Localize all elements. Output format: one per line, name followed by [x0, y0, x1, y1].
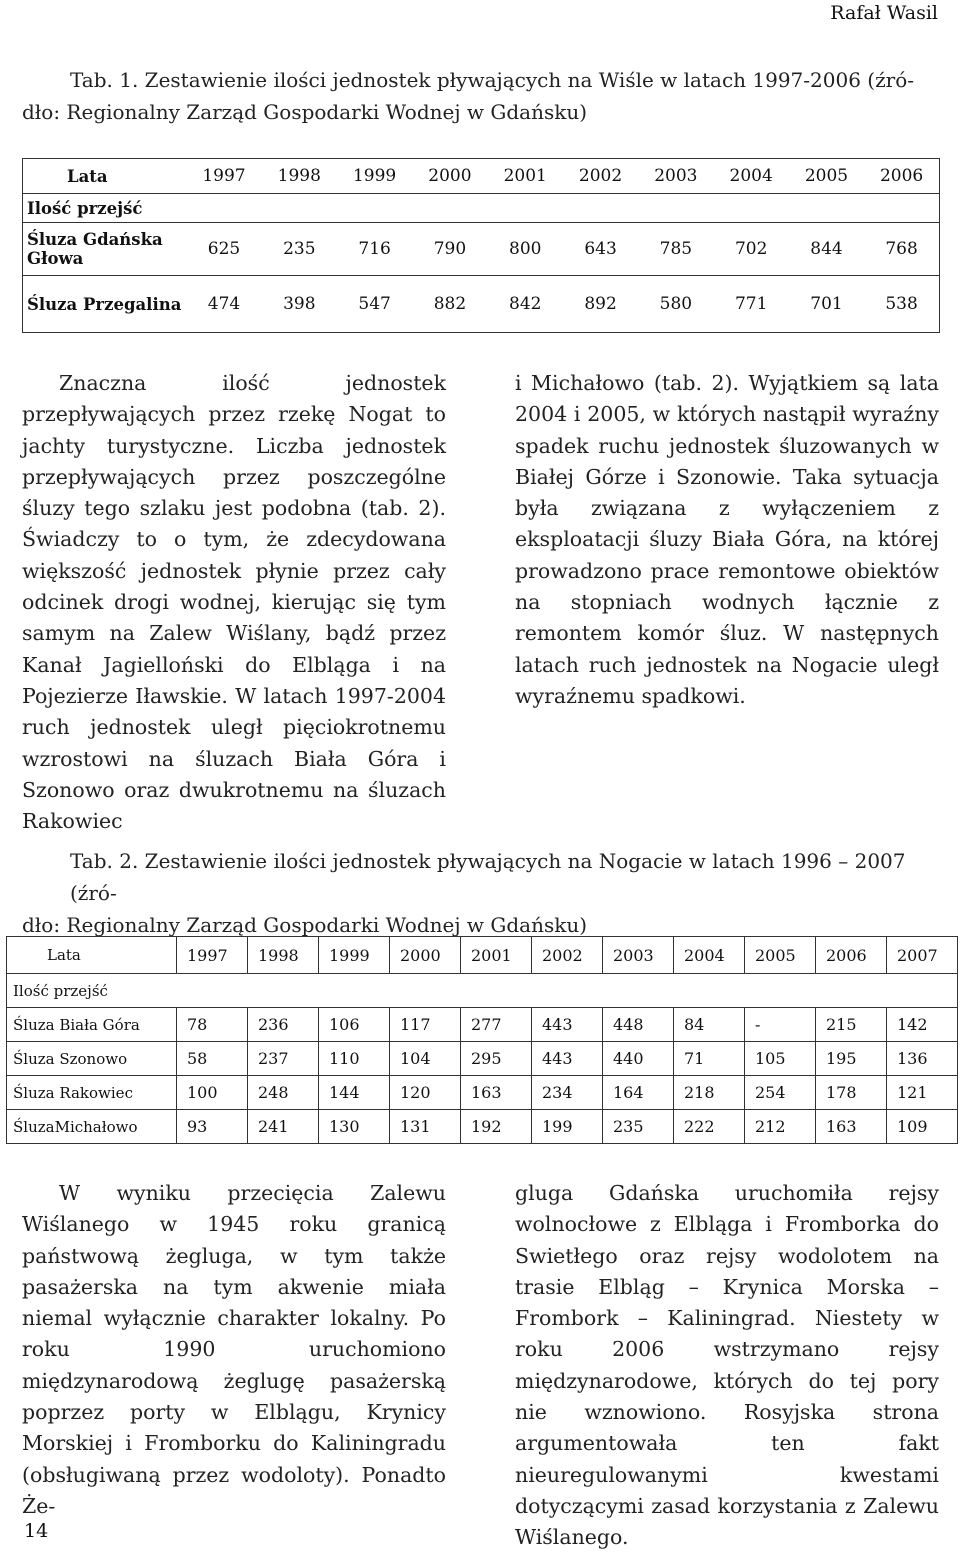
table2-cell: 195 — [816, 1042, 887, 1076]
table2-row-label: ŚluzaMichałowo — [7, 1110, 177, 1144]
paragraph: gluga Gdańska uruchomiła rejsy wolnocłowe z Elbląga i Fromborka do Swietłego oraz rejsy wodolotem na trasie Elbląg – Krynica Morska – Frombork – Kaliningrad. Niestety w roku 2006 wstrzymano rejsy międzynarodowe, których do tej pory nie wznowiono. Rosyjska strona argumentowała ten fakt nieuregulowanymi kwestami dotyczącymi zasad korzystania z Zalewu Wiślanego. — [515, 1181, 939, 1550]
table2-cell: 222 — [674, 1110, 745, 1144]
table2-caption-line2: dło: Regionalny Zarząd Gospodarki Wodnej w Gdańsku) — [22, 913, 588, 937]
table2-year: 2004 — [674, 937, 745, 974]
table1-year: 2006 — [864, 159, 939, 194]
table1-count-label: Ilość przejść — [23, 194, 940, 223]
table2-cell: 254 — [745, 1076, 816, 1110]
running-header-author: Rafał Wasil — [830, 2, 938, 24]
text-column-4 — [515, 1178, 939, 1554]
table2-header-row — [7, 937, 958, 974]
table1-caption-line1: Tab. 1. Zestawienie ilości jednostek pływających na Wiśle w latach 1997-2006 (źró- — [70, 68, 914, 92]
table1-caption-line2: dło: Regionalny Zarząd Gospodarki Wodnej w Gdańsku) — [22, 100, 588, 124]
table2-cell: 105 — [745, 1042, 816, 1076]
table2-cell: 241 — [248, 1110, 319, 1144]
table2-cell: 218 — [674, 1076, 745, 1110]
table2-year: 2007 — [887, 937, 958, 974]
table2-cell: 440 — [603, 1042, 674, 1076]
table2-cell: 71 — [674, 1042, 745, 1076]
table2-cell: 120 — [390, 1076, 461, 1110]
table2-row — [7, 1110, 958, 1144]
table1-cell: 800 — [488, 223, 563, 276]
page-number: 14 — [24, 1520, 49, 1542]
table2-year-label: Lata — [7, 937, 177, 974]
table2-year: 2005 — [745, 937, 816, 974]
table2-row — [7, 1076, 958, 1110]
table2-cell: 110 — [319, 1042, 390, 1076]
table1-vistula-traffic — [22, 158, 940, 333]
table1-cell: 842 — [488, 276, 563, 333]
table1-cell: 716 — [337, 223, 412, 276]
table2-cell: 136 — [887, 1042, 958, 1076]
table1-row-label: Śluza Przegalina — [23, 276, 187, 333]
table1-cell: 235 — [262, 223, 337, 276]
table2-cell: 78 — [177, 1008, 248, 1042]
table2-cell: 163 — [816, 1110, 887, 1144]
table1-cell: 702 — [714, 223, 789, 276]
table1-year: 2004 — [714, 159, 789, 194]
table1-cell: 771 — [714, 276, 789, 333]
text-column-1 — [22, 368, 446, 837]
table2-count-label: Ilość przejść — [7, 974, 958, 1008]
table2-nogat-traffic — [6, 936, 958, 1144]
text-column-3 — [22, 1178, 446, 1522]
table1-cell: 790 — [412, 223, 487, 276]
table1-year: 2003 — [638, 159, 713, 194]
table2-cell: 163 — [461, 1076, 532, 1110]
table1-cell: 398 — [262, 276, 337, 333]
table2-cell: 178 — [816, 1076, 887, 1110]
table2-cell: 131 — [390, 1110, 461, 1144]
table1-cell: 785 — [638, 223, 713, 276]
table2-row-label: Śluza Rakowiec — [7, 1076, 177, 1110]
table2-row — [7, 1008, 958, 1042]
table1-cell: 882 — [412, 276, 487, 333]
table2-cell: 443 — [532, 1008, 603, 1042]
table2-cell: 199 — [532, 1110, 603, 1144]
table2-year: 1998 — [248, 937, 319, 974]
table1-count-label-row — [23, 194, 940, 223]
table1-cell: 580 — [638, 276, 713, 333]
table1-caption — [22, 64, 938, 128]
table2-cell: 235 — [603, 1110, 674, 1144]
table1-row-label-line2: Głowa — [27, 249, 84, 268]
table2-cell: 234 — [532, 1076, 603, 1110]
table2-cell: 295 — [461, 1042, 532, 1076]
table1-year: 2000 — [412, 159, 487, 194]
table1-row-label-line1: Śluza Gdańska — [27, 230, 163, 249]
table1-header-row — [23, 159, 940, 194]
table2-row-label: Śluza Biała Góra — [7, 1008, 177, 1042]
table2-cell: 212 — [745, 1110, 816, 1144]
table1-cell: 547 — [337, 276, 412, 333]
table2-caption-line1: Tab. 2. Zestawienie ilości jednostek pływających na Nogacie w latach 1996 – 2007 (źró- — [70, 849, 906, 905]
table2-year: 2006 — [816, 937, 887, 974]
paragraph: i Michałowo (tab. 2). Wyjątkiem są lata 2004 i 2005, w których nastąpił wyraźny spadek ruchu jednostek śluzowanych w Białej Górze i Szonowie. Taka sytuacja była związana z wyłączeniem z eksploatacji śluzy Biała Góra, na której prowadzono prace remontowe obiektów na stopniach wodnych łącznie z remontem komór śluz. W następnych latach ruch jednostek na Nogacie uległ wyraźnemu spadkowi. — [515, 371, 939, 708]
table2-cell: 236 — [248, 1008, 319, 1042]
table1-cell: 643 — [563, 223, 638, 276]
table2-cell: 237 — [248, 1042, 319, 1076]
table2-cell: 117 — [390, 1008, 461, 1042]
table2-cell: 58 — [177, 1042, 248, 1076]
table2-cell: 121 — [887, 1076, 958, 1110]
table2-cell: 448 — [603, 1008, 674, 1042]
table1-year: 1998 — [262, 159, 337, 194]
table2-cell: 277 — [461, 1008, 532, 1042]
table1-year-label: Lata — [23, 159, 187, 194]
table2-caption — [22, 845, 938, 941]
table2-cell: 192 — [461, 1110, 532, 1144]
table1-cell: 844 — [789, 223, 864, 276]
table2-year: 2000 — [390, 937, 461, 974]
table2-cell: - — [745, 1008, 816, 1042]
table1-cell: 538 — [864, 276, 939, 333]
table2-cell: 104 — [390, 1042, 461, 1076]
table1-cell: 768 — [864, 223, 939, 276]
table1-cell: 625 — [186, 223, 261, 276]
table2-year: 2003 — [603, 937, 674, 974]
table1-year: 1997 — [186, 159, 261, 194]
table1-year: 2005 — [789, 159, 864, 194]
table1-year: 1999 — [337, 159, 412, 194]
table1-row-label — [23, 223, 187, 276]
table1-row — [23, 223, 940, 276]
table1-row — [23, 276, 940, 333]
table1-cell: 892 — [563, 276, 638, 333]
table2-cell: 164 — [603, 1076, 674, 1110]
table2-cell: 106 — [319, 1008, 390, 1042]
table2-year: 2002 — [532, 937, 603, 974]
paragraph: W wyniku przecięcia Zalewu Wiślanego w 1945 roku granicą państwową żegluga, w tym także pasażerska na tym akwenie miała niemal wyłącznie charakter lokalny. Po roku 1990 uruchomiono międzynarodową żeglugę pasażerską poprzez porty w Elblągu, Krynicy Morskiej i Fromborku do Kaliningradu (obsługiwaną przez wodoloty). Ponadto Że- — [22, 1181, 446, 1518]
table2-cell: 144 — [319, 1076, 390, 1110]
table1-cell: 701 — [789, 276, 864, 333]
table2-cell: 100 — [177, 1076, 248, 1110]
paragraph: Znaczna ilość jednostek przepływających przez rzekę Nogat to jachty turystyczne. Liczba jednostek przepływających przez poszczególne śluzy tego szlaku jest podobna (tab. 2). Świadczy to o tym, że zdecydowana większość jednostek płynie przez cały odcinek drogi wodnej, kierując się tym samym na Zalew Wiślany, bądź przez Kanał Jagielloński do Elbląga i na Pojezierze Iławskie. W latach 1997-2004 ruch jednostek uległ pięciokrotnemu wzrostowi na śluzach Biała Góra i Szonowo oraz dwukrotnemu na śluzach Rakowiec — [22, 371, 446, 834]
table2-year: 1997 — [177, 937, 248, 974]
table2-cell: 130 — [319, 1110, 390, 1144]
table2-cell: 84 — [674, 1008, 745, 1042]
table2-row-label: Śluza Szonowo — [7, 1042, 177, 1076]
table2-cell: 142 — [887, 1008, 958, 1042]
table2-cell: 109 — [887, 1110, 958, 1144]
table2-cell: 215 — [816, 1008, 887, 1042]
table1-cell: 474 — [186, 276, 261, 333]
table2-row — [7, 1042, 958, 1076]
table2-year: 1999 — [319, 937, 390, 974]
table2-cell: 443 — [532, 1042, 603, 1076]
table1-year: 2001 — [488, 159, 563, 194]
text-column-2 — [515, 368, 939, 712]
table2-count-label-row — [7, 974, 958, 1008]
table2-year: 2001 — [461, 937, 532, 974]
table1-year: 2002 — [563, 159, 638, 194]
table2-cell: 93 — [177, 1110, 248, 1144]
table2-cell: 248 — [248, 1076, 319, 1110]
